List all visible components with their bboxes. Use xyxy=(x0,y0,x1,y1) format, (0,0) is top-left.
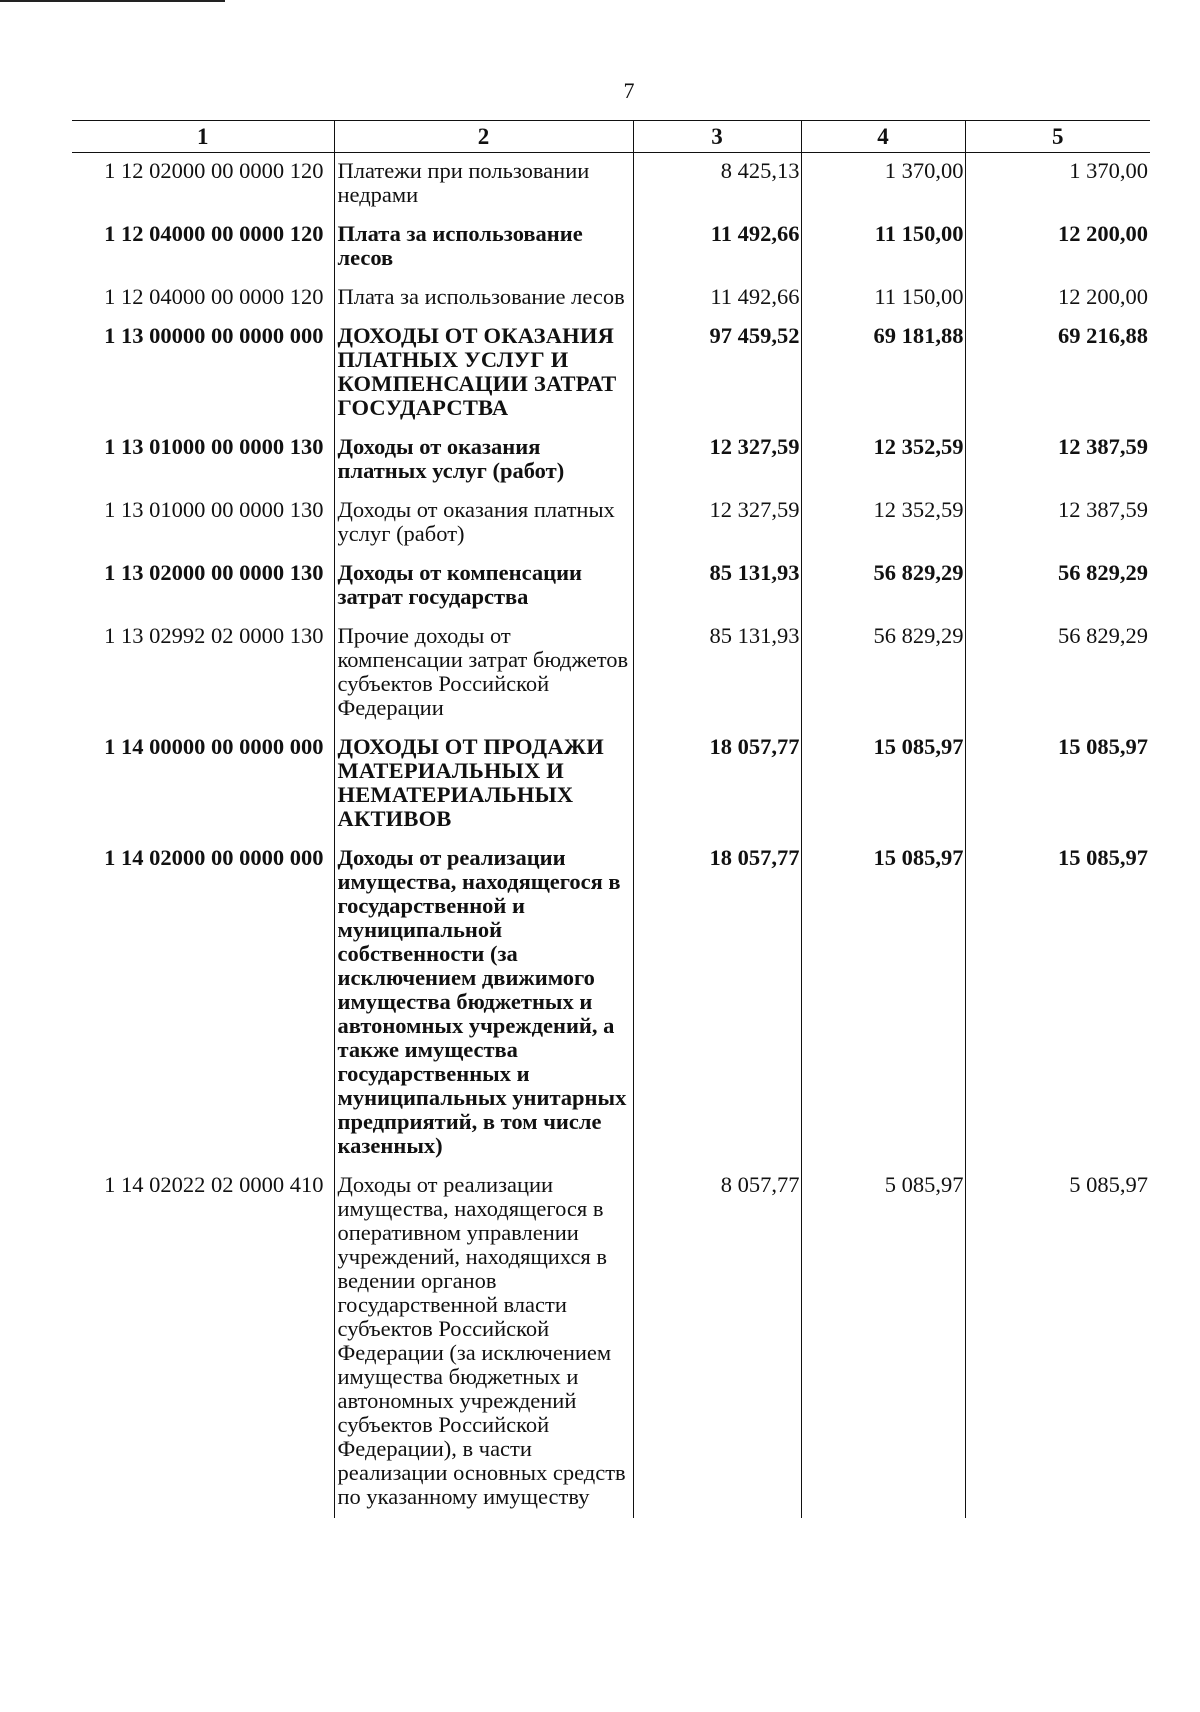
table-row xyxy=(72,840,1150,1167)
row-name: Доходы от реализации имущества, находящегося в оперативном управлении учреждений, находящихся в ведении органов государственной власти субъектов Российской Федерации (за исключением имущества бюджетных и автономных учреждений субъектов Российской Федерации), в части реализации основных средств по указанному имуществу xyxy=(334,1167,633,1518)
row-value-5: 56 829,29 xyxy=(965,555,1150,618)
table-row xyxy=(72,555,1150,618)
row-value-3: 85 131,93 xyxy=(633,618,801,729)
row-value-5: 12 200,00 xyxy=(965,279,1150,318)
row-name: Доходы от оказания платных услуг (работ) xyxy=(334,492,633,555)
row-value-3: 12 327,59 xyxy=(633,429,801,492)
page-number: 7 xyxy=(623,78,635,103)
row-value-4: 12 352,59 xyxy=(801,429,965,492)
table-row xyxy=(72,618,1150,729)
table-header-row xyxy=(72,121,1150,153)
row-code: 1 13 02000 00 0000 130 xyxy=(104,560,324,585)
row-code: 1 12 04000 00 0000 120 xyxy=(104,221,324,246)
row-value-4: 11 150,00 xyxy=(801,279,965,318)
row-value-4: 11 150,00 xyxy=(801,216,965,279)
row-value-3: 11 492,66 xyxy=(633,216,801,279)
row-code: 1 13 00000 00 0000 000 xyxy=(104,323,324,348)
row-value-3: 18 057,77 xyxy=(633,840,801,1167)
row-value-4: 69 181,88 xyxy=(801,318,965,429)
scan-edge-line xyxy=(0,0,225,2)
row-value-3: 85 131,93 xyxy=(633,555,801,618)
table-row xyxy=(72,729,1150,840)
row-value-3: 18 057,77 xyxy=(633,729,801,840)
row-value-5: 69 216,88 xyxy=(965,318,1150,429)
table-row xyxy=(72,318,1150,429)
row-code: 1 13 01000 00 0000 130 xyxy=(104,434,324,459)
row-code: 1 13 02992 02 0000 130 xyxy=(104,623,324,648)
row-name: Доходы от компенсации затрат государства xyxy=(334,555,633,618)
row-value-5: 12 387,59 xyxy=(965,492,1150,555)
table-row xyxy=(72,279,1150,318)
row-value-5: 12 387,59 xyxy=(965,429,1150,492)
row-name: Плата за использование лесов xyxy=(334,279,633,318)
row-value-4: 5 085,97 xyxy=(801,1167,965,1518)
table-row xyxy=(72,153,1150,217)
column-header-name: 2 xyxy=(334,121,633,153)
row-value-4: 1 370,00 xyxy=(801,153,965,217)
row-name: Прочие доходы от компенсации затрат бюджетов субъектов Российской Федерации xyxy=(334,618,633,729)
row-value-5: 15 085,97 xyxy=(965,729,1150,840)
table-row xyxy=(72,429,1150,492)
row-value-3: 8 425,13 xyxy=(633,153,801,217)
row-value-5: 15 085,97 xyxy=(965,840,1150,1167)
row-value-5: 12 200,00 xyxy=(965,216,1150,279)
row-value-4: 15 085,97 xyxy=(801,840,965,1167)
row-code: 1 14 02000 00 0000 000 xyxy=(104,845,324,870)
row-name: Доходы от реализации имущества, находящегося в государственной и муниципальной собственности (за исключением движимого имущества бюджетных и автономных учреждений, а также имущества государственных и муниципальных унитарных предприятий, в том числе казенных) xyxy=(334,840,633,1167)
column-header-value-4: 4 xyxy=(801,121,965,153)
row-value-5: 5 085,97 xyxy=(965,1167,1150,1518)
row-code: 1 12 04000 00 0000 120 xyxy=(104,284,324,309)
row-name: Платежи при пользовании недрами xyxy=(334,153,633,217)
row-code: 1 14 02022 02 0000 410 xyxy=(104,1172,324,1197)
column-header-value-5: 5 xyxy=(965,121,1150,153)
row-code: 1 14 00000 00 0000 000 xyxy=(104,734,324,759)
row-value-3: 12 327,59 xyxy=(633,492,801,555)
row-value-4: 12 352,59 xyxy=(801,492,965,555)
row-value-5: 1 370,00 xyxy=(965,153,1150,217)
row-code: 1 13 01000 00 0000 130 xyxy=(104,497,324,522)
row-name: Плата за использование лесов xyxy=(334,216,633,279)
revenue-table xyxy=(72,120,1150,1518)
row-value-3: 8 057,77 xyxy=(633,1167,801,1518)
table-row xyxy=(72,1167,1150,1518)
row-value-3: 11 492,66 xyxy=(633,279,801,318)
column-header-value-3: 3 xyxy=(633,121,801,153)
row-value-5: 56 829,29 xyxy=(965,618,1150,729)
row-name: Доходы от оказания платных услуг (работ) xyxy=(334,429,633,492)
row-value-4: 15 085,97 xyxy=(801,729,965,840)
column-header-code: 1 xyxy=(72,121,334,153)
table-row xyxy=(72,492,1150,555)
row-name: ДОХОДЫ ОТ ОКАЗАНИЯ ПЛАТНЫХ УСЛУГ И КОМПЕНСАЦИИ ЗАТРАТ ГОСУДАРСТВА xyxy=(334,318,633,429)
row-value-4: 56 829,29 xyxy=(801,618,965,729)
table-row xyxy=(72,216,1150,279)
row-name: ДОХОДЫ ОТ ПРОДАЖИ МАТЕРИАЛЬНЫХ И НЕМАТЕРИАЛЬНЫХ АКТИВОВ xyxy=(334,729,633,840)
row-value-3: 97 459,52 xyxy=(633,318,801,429)
row-code: 1 12 02000 00 0000 120 xyxy=(104,158,324,183)
row-value-4: 56 829,29 xyxy=(801,555,965,618)
